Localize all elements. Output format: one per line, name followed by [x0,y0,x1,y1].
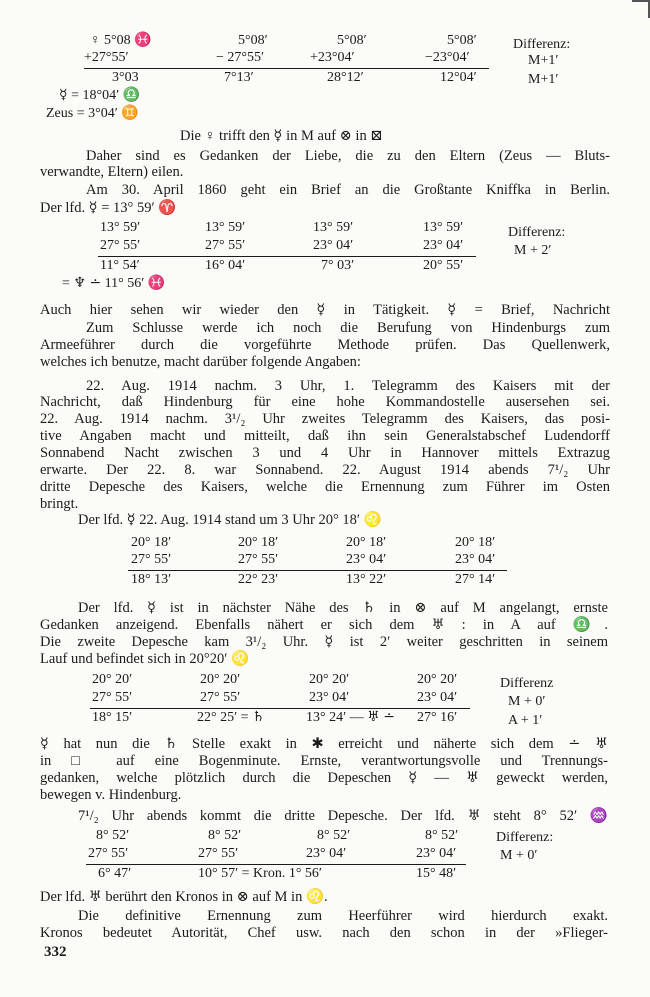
table3-r1-c0: 27° 55′ [131,552,172,567]
table4-r1-c2: 23° 04′ [309,690,350,705]
table5-r0-c3: 8° 52′ [425,828,459,843]
table5-r1-c2: 23° 04′ [306,846,347,861]
table4-r0-c3: 20° 20′ [417,672,458,687]
table1-r2-c0: 3°03 [112,70,139,85]
table5-r0-c4: Differenz: [496,830,554,845]
table2-r1-c0: 27° 55′ [100,238,141,253]
text-line: 7¹/₂ Uhr abends kommt die dritte Depesche. Der lfd. ♅ steht 8° 52′ ♒ [78,808,608,824]
text-line: ☿ hat nun die ♄ Stelle exakt in ✱ erreicht und näherte sich dem ∸ ♅ [40,736,608,752]
table3-r1-c2: 23° 04′ [346,552,387,567]
table1-r0-c0: ♀ 5°08 ♓ [90,33,152,48]
table5-r2-c3: 15° 48′ [416,866,457,881]
table2-sum-rule [98,256,476,257]
table5-r0-c2: 8° 52′ [317,828,351,843]
text-line: tive Angaben macht und mitteilt, daß ihn sein Generalstabschef Ludendorff [40,428,610,444]
table1-zeus-line: Zeus = 3°04′ ♊ [46,106,139,121]
table1-r0-c4: Differenz: [513,37,571,52]
table1-r1-c4: M+1′ [528,53,559,68]
table3-r2-c3: 27° 14′ [455,572,496,587]
table4-r1-c4: M + 0′ [508,694,546,709]
text-line: Lauf und befindet sich in 20°20′ ♌ [40,651,250,667]
table5-r1-c3: 23° 04′ [416,846,457,861]
table1-r2-c4: M+1′ [528,72,559,87]
table4-r0-c0: 20° 20′ [92,672,133,687]
table3-r2-c1: 22° 23′ [238,572,279,587]
table1-r2-c1: 7°13′ [224,70,254,85]
table3-r2-c0: 18° 13′ [131,572,172,587]
table2-r0-c4: Differenz: [508,225,566,240]
table5-r1-c1: 27° 55′ [198,846,239,861]
text-line: Der lfd. ☿ 22. Aug. 1914 stand um 3 Uhr 20° 18′ ♌ [78,512,382,528]
table5-r1-c0: 27° 55′ [88,846,129,861]
table1-r1-c0: +27°55′ [84,50,129,65]
table5-r1-c4: M + 0′ [500,848,538,863]
table1-r2-c2: 28°12′ [327,70,364,85]
text-line: Kronos bedeutet Autorität, Chef usw. nach den schon in der »Flieger- [40,925,608,941]
table4-r0-c1: 20° 20′ [200,672,241,687]
table4-r0-c4: Differenz [500,676,554,691]
table4-r2-c3: 27° 16′ [417,710,458,725]
table2-r1-c3: 23° 04′ [423,238,464,253]
text-line: bewegen v. Hindenburg. [40,787,182,803]
table2-r1-c4: M + 2′ [514,243,552,258]
table3-r2-c2: 13° 22′ [346,572,387,587]
table1-r0-c1: 5°08′ [238,33,268,48]
page-corner-mark [632,0,650,18]
table4-r2-c2: 13° 24′ — ♅ ∸ [306,710,395,725]
text-line: Auch hier sehen wir wieder den ☿ in Tätigkeit. ☿ = Brief, Nachricht [40,302,610,318]
table4-r0-c2: 20° 20′ [309,672,350,687]
table2-r2-c3: 20° 55′ [423,258,464,273]
text-line: Nachricht, daß Hindenburg für eine hohe Kommandostelle ausersehen sei. [40,394,610,410]
table1-r0-c3: 5°08′ [447,33,477,48]
table5-r2-c1: 10° 57′ = Kron. 1° 56′ [198,866,322,881]
table1-sum-rule [84,68,489,69]
text-line: Daher sind es Gedanken der Liebe, die zu den Eltern (Zeus — Bluts- [86,148,610,164]
page-number: 332 [44,944,67,960]
table2-r0-c0: 13° 59′ [100,220,141,235]
table4-r1-c1: 27° 55′ [200,690,241,705]
table1-r2-c3: 12°04′ [440,70,477,85]
table2-r0-c3: 13° 59′ [423,220,464,235]
table3-r1-c1: 27° 55′ [238,552,279,567]
table4-r1-c0: 27° 55′ [92,690,133,705]
table3-r1-c3: 23° 04′ [455,552,496,567]
text-line: Zum Schlusse werde ich noch die Berufung von Hindenburgs zum [86,320,610,336]
table5-r0-c0: 8° 52′ [96,828,130,843]
text-line: Die ♀ trifft den ☿ in M auf ⊗ in ⊠ [180,128,383,144]
table3-r0-c3: 20° 18′ [455,535,496,550]
text-line: dritte Depesche des Kaisers, welche die Ernennung zum Führer im Osten [40,479,610,495]
table1-r0-c2: 5°08′ [337,33,367,48]
text-line: 22. Aug. 1914 nachm. 3 Uhr, 1. Telegramm des Kaisers mit der [86,378,610,394]
table4-sum-rule [90,708,470,709]
table1-r1-c3: −23°04′ [425,50,470,65]
table5-r0-c1: 8° 52′ [208,828,242,843]
table3-r0-c2: 20° 18′ [346,535,387,550]
table4-r2-c1: 22° 25′ = ♄ [197,710,265,725]
text-line: 22. Aug. 1914 nachm. 3¹/₂ Uhr zweites Telegramm des Kaisers, das posi- [40,411,610,427]
table2-r2-c2: 7° 03′ [321,258,355,273]
table1-mercury-line: ☿ = 18°04′ ♎ [59,88,141,103]
text-line: Armeeführer durch die vorgeführte Methode prüfen. Das Quellenwerk, [40,337,610,353]
text-line: Sonnabend Nacht zwischen 3 und 4 Uhr in Hannover mittels Extrazug [40,445,610,461]
table2-result-line: = ♆ ∸ 11° 56′ ♓ [62,276,166,291]
text-line: erwarte. Der 22. 8. war Sonnabend. 22. August 1914 abends 7¹/₂ Uhr [40,462,610,478]
table5-sum-rule [86,864,466,865]
table2-r1-c1: 27° 55′ [205,238,246,253]
table4-r2-c4: A + 1′ [508,713,543,728]
text-line: Gedanken anzeigend. Ebenfalls nähert er sich dem ♅ : in A auf ♎. [40,617,608,633]
text-line: Die zweite Depesche kam 3¹/₂ Uhr. ☿ ist 2′ weiter geschritten in seinem [40,634,608,650]
table2-r2-c0: 11° 54′ [100,258,140,273]
text-line: in □ auf eine Bogenminute. Ernste, verantwortungsvolle und Trennungs- [40,753,608,769]
text-line: Die definitive Ernennung zum Heerführer wird hierdurch exakt. [78,908,608,924]
table2-r1-c2: 23° 04′ [313,238,354,253]
text-line: Der lfd. ☿ = 13° 59′ ♈ [40,200,177,216]
text-line: Der lfd. ☿ ist in nächster Nähe des ♄ in ⊗ auf M angelangt, ernste [78,600,608,616]
text-line: Der lfd. ♅ berührt den Kronos in ⊗ auf M in ♌. [40,889,328,905]
text-line: bringt. [40,496,79,512]
table3-sum-rule [128,570,507,571]
table2-r2-c1: 16° 04′ [205,258,246,273]
text-line: Am 30. April 1860 geht ein Brief an die Großtante Kniffka in Berlin. [86,182,610,198]
table4-r1-c3: 23° 04′ [417,690,458,705]
text-line: gedanken, welche plötzlich durch die Depeschen ☿ — ♅ geweckt werden, [40,770,608,786]
table1-r1-c1: − 27°55′ [216,50,265,65]
text-line: welches ich benutze, macht darüber folgende Angaben: [40,354,361,370]
text-line: verwandte, Eltern) eilen. [40,164,184,180]
table2-r0-c2: 13° 59′ [313,220,354,235]
table5-r2-c0: 6° 47′ [98,866,132,881]
table4-r2-c0: 18° 15′ [92,710,133,725]
table1-r1-c2: +23°04′ [310,50,355,65]
table3-r0-c1: 20° 18′ [238,535,279,550]
table3-r0-c0: 20° 18′ [131,535,172,550]
table2-r0-c1: 13° 59′ [205,220,246,235]
